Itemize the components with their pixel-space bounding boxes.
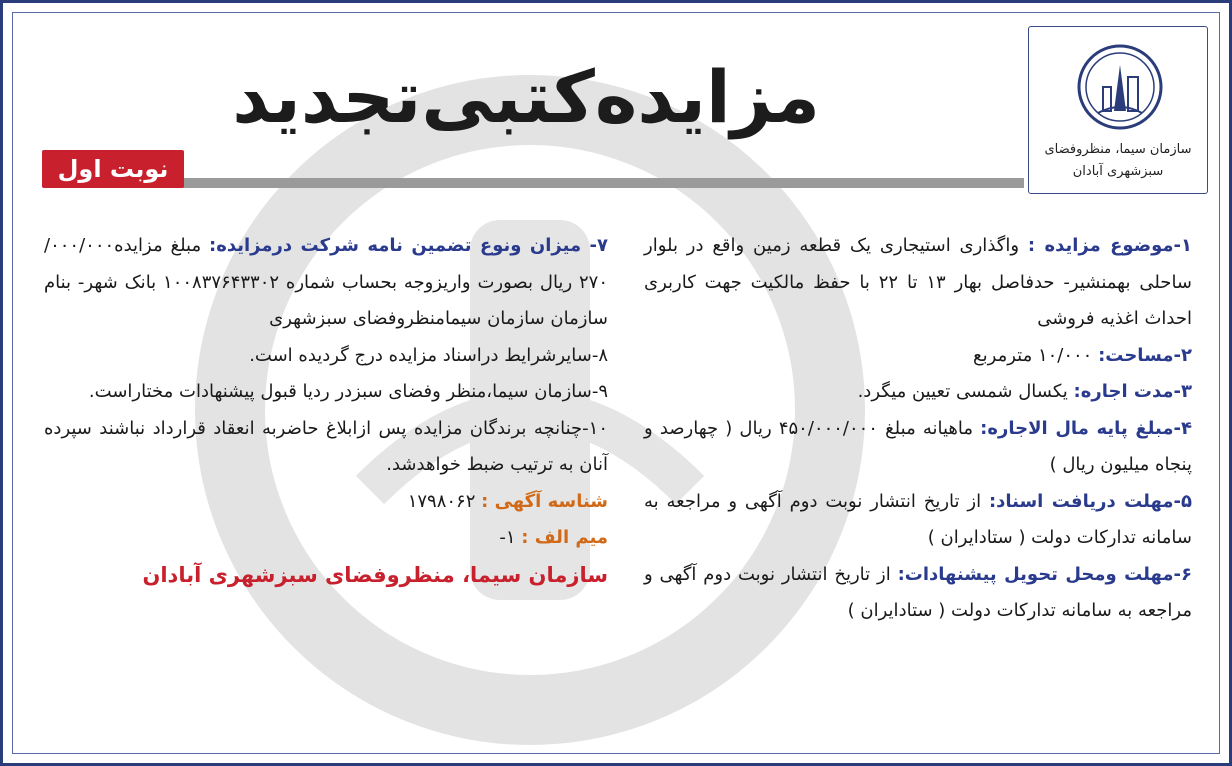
mim-alef (44, 520, 608, 557)
right-column (644, 228, 1192, 630)
item-4 (644, 411, 1192, 484)
item-6-label: ۶-مهلت ومحل تحویل پیشنهادات: (897, 563, 1192, 585)
mim-alef-label: میم الف : (521, 527, 608, 548)
ad-id-value: ۱۷۹۸۰۶۲ (407, 490, 482, 512)
item-6 (644, 557, 1192, 630)
item-3-label: ۳-مدت اجاره: (1073, 381, 1192, 402)
item-2-text: ۱۰/۰۰۰ مترمربع (973, 344, 1099, 366)
item-7-label: ۷- میزان ونوع تضمین نامه شرکت درمزایده: (209, 235, 608, 256)
item-2 (644, 338, 1192, 375)
left-column (44, 228, 608, 593)
mim-alef-value: ۱- (499, 527, 522, 548)
item-5 (644, 484, 1192, 557)
organization-caption (1033, 139, 1203, 183)
item-5-text: از تاریخ انتشار نوبت دوم آگهی و مراجعه به سامانه تدارکات دولت ( ستادایران ) (644, 490, 1192, 548)
org-name-line2: سبزشهری آبادان (1072, 164, 1164, 179)
page-title: مزایده‌کتبی‌تجدید (232, 55, 820, 139)
ad-id (44, 484, 608, 521)
item-4-label: ۴-مبلغ پایه مال الاجاره: (980, 417, 1192, 439)
organization-logo-box (1028, 26, 1208, 194)
item-7 (44, 228, 608, 338)
signature: سازمان سیما، منظروفضای سبزشهری آبادان (142, 562, 608, 587)
item-10: ۱۰-چنانچه برندگان مزایده پس ازابلاغ حاضربه انعقاد قرارداد نباشند سپرده آنان به ترتیب ضبط خواهدشد. (44, 417, 608, 475)
organization-emblem-icon (1076, 43, 1164, 131)
item-3 (644, 374, 1192, 411)
ad-id-label: شناسه آگهی : (481, 490, 608, 512)
item-5-label: ۵-مهلت دریافت اسناد: (988, 490, 1192, 512)
item-1 (644, 228, 1192, 338)
item-7-text: مبلغ مزایده۰۰۰/۰۰۰/ ۲۷۰ ریال بصورت واریزوجه بحساب شماره ۱۰۰۸۳۷۶۴۳۳۰۲ بانک شهر- بنام سازمان سازمان سیمامنظروفضای سبزشهری (44, 235, 608, 329)
item-9: ۹-سازمان سیما،منظر وفضای سبزدر ردیا قبول پیشنهادات مختاراست. (88, 381, 608, 402)
item-4-text: ماهیانه مبلغ ۴۵۰/۰۰۰/۰۰۰ ریال ( چهارصد و پنجاه میلیون ریال ) (644, 417, 1192, 475)
item-8: ۸-سایرشرایط دراسناد مزایده درج گردیده است. (249, 344, 608, 366)
item-3-text: یکسال شمسی تعیین میگرد. (857, 381, 1074, 402)
title-divider (44, 178, 1024, 188)
item-6-text: از تاریخ انتشار نوبت دوم آگهی و مراجعه به سامانه تدارکات دولت ( ستادایران ) (644, 563, 1192, 621)
item-1-text: واگذاری استیجاری یک قطعه زمین واقع در بلوار ساحلی بهمنشیر- حدفاصل بهار ۱۳ تا ۲۲ با حفظ مالکیت جهت کاربری احداث اغذیه فروشی (644, 235, 1193, 329)
item-1-label: ۱-موضوع مزایده : (1027, 235, 1193, 256)
org-name-line1: سازمان سیما، منظروفضای (1044, 142, 1192, 157)
round-badge: نوبت اول (42, 150, 184, 188)
item-2-label: ۲-مساحت: (1098, 344, 1192, 366)
